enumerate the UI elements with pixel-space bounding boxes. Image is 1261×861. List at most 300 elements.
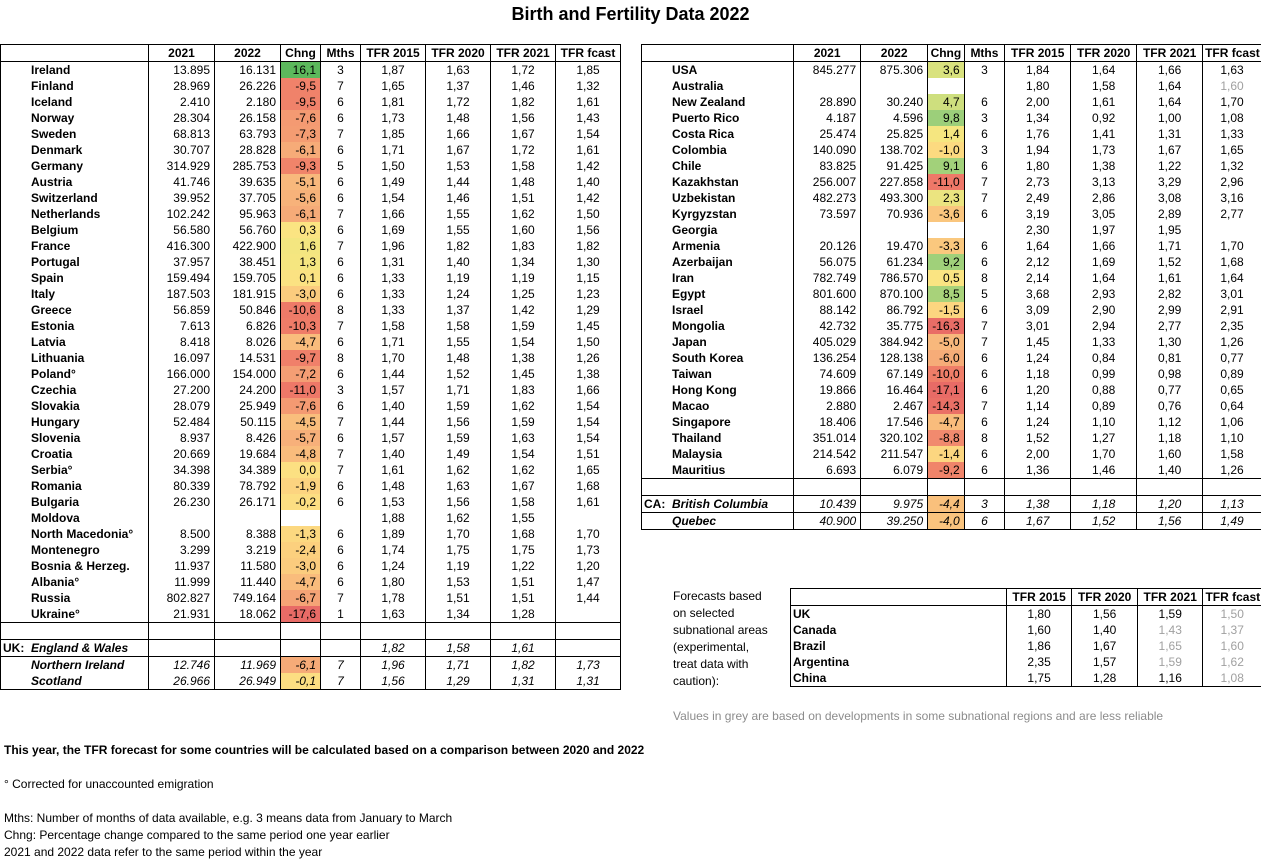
change-percent: 4,7 <box>928 94 965 110</box>
country-name: Armenia <box>642 238 794 254</box>
country-name: Singapore <box>642 414 794 430</box>
births-2021: 39.952 <box>149 190 215 206</box>
column-header: Mths <box>321 45 361 62</box>
change-percent: -3,6 <box>928 206 965 222</box>
empty-cell <box>964 479 1005 496</box>
table-row <box>1 446 621 462</box>
tfr-2020: 1,41 <box>1071 126 1137 142</box>
months-count: 6 <box>321 526 361 542</box>
births-2021: 37.957 <box>149 254 215 270</box>
births-2022 <box>215 640 281 657</box>
births-2021: 28.079 <box>149 398 215 414</box>
tfr-forecast: 3,16 <box>1203 190 1261 206</box>
tfr-2020: 1,53 <box>426 574 491 590</box>
country-name-text: British Columbia <box>672 497 769 511</box>
tfr-2015: 1,57 <box>361 382 426 398</box>
tfr-2015: 1,80 <box>361 574 426 590</box>
tfr-2015: 1,89 <box>361 526 426 542</box>
tfr-2020: 1,52 <box>426 366 491 382</box>
region-name: Brazil <box>791 638 1007 654</box>
tfr-2020: 2,86 <box>1071 190 1137 206</box>
change-percent <box>281 640 321 657</box>
tfr-2021: 1,22 <box>491 558 556 574</box>
births-2021: 416.300 <box>149 238 215 254</box>
months-count: 6 <box>321 334 361 350</box>
tfr-2015: 1,44 <box>361 414 426 430</box>
tfr-2021: 1,28 <box>491 606 556 623</box>
births-2021: 25.474 <box>794 126 861 142</box>
country-name: Macao <box>642 398 794 414</box>
tfr-2021: 1,18 <box>1137 430 1203 446</box>
tfr-2020: 1,53 <box>426 158 491 174</box>
months-count: 3 <box>964 142 1005 158</box>
empty-cell <box>642 479 794 496</box>
births-2022: 128.138 <box>861 350 928 366</box>
tfr-forecast: 1,08 <box>1203 670 1261 687</box>
tfr-value: 1,59 <box>1137 654 1203 670</box>
table-row <box>1 398 621 414</box>
column-header <box>791 589 1007 606</box>
births-2021: 10.439 <box>794 496 861 513</box>
change-percent: -17,6 <box>281 606 321 623</box>
table-row <box>1 62 621 79</box>
change-percent: -6,1 <box>281 206 321 222</box>
births-2022: 67.149 <box>861 366 928 382</box>
months-count: 6 <box>321 222 361 238</box>
births-2022: 38.451 <box>215 254 281 270</box>
column-header: TFR 2020 <box>1072 589 1138 606</box>
change-percent: -7,6 <box>281 110 321 126</box>
change-percent: -9,2 <box>928 462 965 479</box>
table-row <box>1 558 621 574</box>
tfr-2015: 1,40 <box>361 446 426 462</box>
tfr-2021: 0,81 <box>1137 350 1203 366</box>
tfr-2015: 1,84 <box>1005 62 1071 79</box>
tfr-2021: 1,38 <box>491 350 556 366</box>
births-2021: 801.600 <box>794 286 861 302</box>
months-count: 6 <box>321 494 361 510</box>
tfr-2021: 1,75 <box>491 542 556 558</box>
births-2021: 159.494 <box>149 270 215 286</box>
tfr-2021: 0,76 <box>1137 398 1203 414</box>
table-row <box>642 158 1261 174</box>
tfr-2020: 1,55 <box>426 222 491 238</box>
country-name: Lithuania <box>1 350 149 366</box>
births-2021 <box>149 510 215 526</box>
tfr-2021: 1,60 <box>491 222 556 238</box>
tfr-2020: 0,84 <box>1071 350 1137 366</box>
country-name: Slovenia <box>1 430 149 446</box>
births-2021: 802.827 <box>149 590 215 606</box>
tfr-forecast: 1,32 <box>556 78 621 94</box>
country-name: Costa Rica <box>642 126 794 142</box>
forecast-note-line: treat data with <box>673 657 749 671</box>
tfr-value: 1,43 <box>1137 622 1203 638</box>
months-count: 6 <box>964 350 1005 366</box>
country-name: Ukraine° <box>1 606 149 623</box>
change-percent: -2,4 <box>281 542 321 558</box>
tfr-2021: 1,55 <box>491 510 556 526</box>
tfr-value: 1,56 <box>1072 606 1138 623</box>
change-percent <box>281 510 321 526</box>
tfr-value: 1,59 <box>1137 606 1203 623</box>
births-2022: 25.949 <box>215 398 281 414</box>
tfr-2015: 1,80 <box>1005 78 1071 94</box>
births-2021: 7.613 <box>149 318 215 334</box>
table-row <box>1 270 621 286</box>
tfr-2020: 1,44 <box>426 174 491 190</box>
country-name: Italy <box>1 286 149 302</box>
forecast-note <box>673 588 768 690</box>
tfr-forecast: 3,01 <box>1203 286 1261 302</box>
change-percent: -9,7 <box>281 350 321 366</box>
births-2022: 11.580 <box>215 558 281 574</box>
months-count: 7 <box>321 238 361 254</box>
tfr-2020: 1,59 <box>426 430 491 446</box>
tfr-forecast: 2,91 <box>1203 302 1261 318</box>
tfr-forecast: 1,65 <box>556 462 621 478</box>
births-2022: 2.467 <box>861 398 928 414</box>
change-percent: -17,1 <box>928 382 965 398</box>
births-2022: 181.915 <box>215 286 281 302</box>
births-2021: 482.273 <box>794 190 861 206</box>
tfr-2015: 1,58 <box>361 318 426 334</box>
months-count: 1 <box>321 606 361 623</box>
table-row <box>642 126 1261 142</box>
tfr-2020: 1,66 <box>1071 238 1137 254</box>
births-2022: 35.775 <box>861 318 928 334</box>
tfr-forecast: 1,70 <box>1203 238 1261 254</box>
tfr-2015: 1,34 <box>1005 110 1071 126</box>
tfr-forecast: 1,85 <box>556 62 621 79</box>
table-row <box>1 478 621 494</box>
months-count: 5 <box>964 286 1005 302</box>
table-row <box>1 334 621 350</box>
births-2021: 3.299 <box>149 542 215 558</box>
months-count: 6 <box>964 126 1005 142</box>
births-2022: 8.388 <box>215 526 281 542</box>
births-2022: 86.792 <box>861 302 928 318</box>
births-2022 <box>861 222 928 238</box>
tfr-2021: 1,61 <box>491 640 556 657</box>
tfr-2021: 1,25 <box>491 286 556 302</box>
table-row <box>642 222 1261 238</box>
months-count: 6 <box>321 110 361 126</box>
change-percent: -6,7 <box>281 590 321 606</box>
table-row <box>1 174 621 190</box>
table-row <box>791 654 1261 670</box>
tfr-2021: 1,72 <box>491 62 556 79</box>
tfr-2021: 1,64 <box>1137 78 1203 94</box>
country-name: South Korea <box>642 350 794 366</box>
table-row <box>1 494 621 510</box>
tfr-forecast: 1,68 <box>556 478 621 494</box>
tfr-forecast: 1,13 <box>1203 496 1261 513</box>
country-name: Georgia <box>642 222 794 238</box>
tfr-2021: 1,82 <box>491 94 556 110</box>
births-2022: 211.547 <box>861 446 928 462</box>
tfr-2021: 1,56 <box>1137 513 1203 530</box>
country-name: Norway <box>1 110 149 126</box>
column-header: TFR 2021 <box>491 45 556 62</box>
column-header: TFR 2020 <box>426 45 491 62</box>
births-2022: 50.115 <box>215 414 281 430</box>
country-name: Mauritius <box>642 462 794 479</box>
tfr-2015: 1,82 <box>361 640 426 657</box>
tfr-2020: 1,67 <box>426 142 491 158</box>
tfr-2020: 1,27 <box>1071 430 1137 446</box>
months-count: 6 <box>964 254 1005 270</box>
table-row <box>791 606 1261 623</box>
births-2021: 28.890 <box>794 94 861 110</box>
tfr-2020: 1,46 <box>426 190 491 206</box>
table-row <box>642 513 1261 530</box>
country-name <box>642 496 794 513</box>
births-2022: 320.102 <box>861 430 928 446</box>
tfr-2015: 1,70 <box>361 350 426 366</box>
tfr-2021: 3,08 <box>1137 190 1203 206</box>
tfr-2021: 1,66 <box>1137 62 1203 79</box>
forecast-note-line: on selected <box>673 606 735 620</box>
country-name: Australia <box>642 78 794 94</box>
change-percent: 0,0 <box>281 462 321 478</box>
tfr-value: 1,65 <box>1137 638 1203 654</box>
change-percent: -10,0 <box>928 366 965 382</box>
column-header: TFR 2015 <box>1006 589 1072 606</box>
tfr-2020: 1,52 <box>1071 513 1137 530</box>
tfr-2021: 1,40 <box>1137 462 1203 479</box>
table-row <box>1 94 621 110</box>
months-count: 7 <box>321 78 361 94</box>
table-row <box>642 446 1261 462</box>
months-count: 6 <box>321 270 361 286</box>
tfr-forecast: 1,73 <box>556 542 621 558</box>
tfr-2015: 3,19 <box>1005 206 1071 222</box>
tfr-forecast: 1,54 <box>556 430 621 446</box>
change-percent: -6,1 <box>281 142 321 158</box>
births-2021: 80.339 <box>149 478 215 494</box>
change-percent: -1,9 <box>281 478 321 494</box>
births-2021: 73.597 <box>794 206 861 222</box>
tfr-2015: 1,56 <box>361 673 426 690</box>
corrected-note: ° Corrected for unaccounted emigration <box>4 777 214 791</box>
tfr-value: 1,28 <box>1072 670 1138 687</box>
months-count: 5 <box>321 158 361 174</box>
change-percent: -7,6 <box>281 398 321 414</box>
tfr-2020: 1,18 <box>1071 496 1137 513</box>
mths-note: Mths: Number of months of data available, e.g. 3 means data from January to March <box>4 811 453 825</box>
tfr-2021: 1,45 <box>491 366 556 382</box>
tfr-forecast: 2,77 <box>1203 206 1261 222</box>
tfr-2020: 0,89 <box>1071 398 1137 414</box>
births-2022: 6.079 <box>861 462 928 479</box>
change-percent: -1,4 <box>928 446 965 462</box>
births-2021 <box>794 78 861 94</box>
tfr-2020: 1,62 <box>426 510 491 526</box>
tfr-2015: 1,14 <box>1005 398 1071 414</box>
births-2022: 786.570 <box>861 270 928 286</box>
months-count: 6 <box>321 286 361 302</box>
tfr-2015: 1,52 <box>1005 430 1071 446</box>
tfr-forecast: 1,47 <box>556 574 621 590</box>
tfr-forecast: 1,33 <box>1203 126 1261 142</box>
births-2022: 159.705 <box>215 270 281 286</box>
births-2022: 422.900 <box>215 238 281 254</box>
births-2022: 14.531 <box>215 350 281 366</box>
months-count: 6 <box>964 366 1005 382</box>
tfr-2020: 1,24 <box>426 286 491 302</box>
column-header: 2021 <box>794 45 861 62</box>
country-name: Kyrgyzstan <box>642 206 794 222</box>
tfr-2020: 1,59 <box>426 398 491 414</box>
table-row <box>1 657 621 674</box>
table-row <box>791 670 1261 687</box>
births-2021: 56.580 <box>149 222 215 238</box>
country-name: Finland <box>1 78 149 94</box>
table-row <box>642 110 1261 126</box>
tfr-2021: 1,59 <box>491 414 556 430</box>
births-2021: 166.000 <box>149 366 215 382</box>
births-2022: 8.026 <box>215 334 281 350</box>
births-2021 <box>794 222 861 238</box>
country-name: Iran <box>642 270 794 286</box>
empty-cell <box>491 623 556 640</box>
births-2022: 26.226 <box>215 78 281 94</box>
tfr-forecast: 1,15 <box>556 270 621 286</box>
births-2021: 16.097 <box>149 350 215 366</box>
tfr-2015: 1,49 <box>361 174 426 190</box>
country-name: North Macedonia° <box>1 526 149 542</box>
tfr-2020: 1,38 <box>1071 158 1137 174</box>
tfr-2015: 1,66 <box>361 206 426 222</box>
months-count: 3 <box>964 496 1005 513</box>
country-name: Montenegro <box>1 542 149 558</box>
births-2022: 26.949 <box>215 673 281 690</box>
tfr-forecast: 0,65 <box>1203 382 1261 398</box>
header-row <box>642 45 1261 62</box>
births-2022: 19.470 <box>861 238 928 254</box>
months-count: 6 <box>321 190 361 206</box>
births-2022: 39.250 <box>861 513 928 530</box>
table-row <box>642 302 1261 318</box>
tfr-2015: 1,73 <box>361 110 426 126</box>
tfr-forecast: 1,31 <box>556 673 621 690</box>
change-percent: 0,3 <box>281 222 321 238</box>
forecast-note-line: caution): <box>673 674 720 688</box>
births-2021: 11.999 <box>149 574 215 590</box>
tfr-2015: 1,24 <box>1005 414 1071 430</box>
tfr-value: 1,16 <box>1137 670 1203 687</box>
months-count: 6 <box>321 254 361 270</box>
tfr-2021: 1,71 <box>1137 238 1203 254</box>
change-percent: 2,3 <box>928 190 965 206</box>
tfr-2015: 1,74 <box>361 542 426 558</box>
births-2022: 138.702 <box>861 142 928 158</box>
tfr-forecast: 1,60 <box>1203 78 1261 94</box>
tfr-forecast: 1,66 <box>556 382 621 398</box>
change-percent: -5,7 <box>281 430 321 446</box>
country-name: Croatia <box>1 446 149 462</box>
tfr-2020: 1,56 <box>426 494 491 510</box>
births-2021: 56.859 <box>149 302 215 318</box>
tfr-forecast: 2,96 <box>1203 174 1261 190</box>
country-name: Estonia <box>1 318 149 334</box>
table-row <box>1 158 621 174</box>
births-2021: 56.075 <box>794 254 861 270</box>
births-2021: 13.895 <box>149 62 215 79</box>
births-2022: 749.164 <box>215 590 281 606</box>
column-header: TFR 2020 <box>1071 45 1137 62</box>
tfr-forecast: 1,68 <box>1203 254 1261 270</box>
table-row <box>642 206 1261 222</box>
country-name: Serbia° <box>1 462 149 478</box>
country-name: Romania <box>1 478 149 494</box>
births-2021: 20.669 <box>149 446 215 462</box>
column-header: 2022 <box>861 45 928 62</box>
country-name: New Zealand <box>642 94 794 110</box>
change-percent: 1,3 <box>281 254 321 270</box>
tfr-2020: 1,73 <box>1071 142 1137 158</box>
country-name: Northern Ireland <box>1 657 149 674</box>
table-row <box>642 414 1261 430</box>
births-2022: 91.425 <box>861 158 928 174</box>
months-count: 7 <box>321 126 361 142</box>
empty-cell <box>861 479 928 496</box>
empty-cell <box>1005 479 1071 496</box>
births-2022: 95.963 <box>215 206 281 222</box>
spacer-row <box>642 479 1261 496</box>
country-name: Slovakia <box>1 398 149 414</box>
column-header <box>642 45 794 62</box>
empty-cell <box>556 623 621 640</box>
table-row <box>642 254 1261 270</box>
table-row <box>1 254 621 270</box>
tfr-forecast: 1,58 <box>1203 446 1261 462</box>
left-data-table <box>0 44 621 690</box>
tfr-2020: 1,64 <box>1071 270 1137 286</box>
country-name: Puerto Rico <box>642 110 794 126</box>
months-count <box>321 510 361 526</box>
tfr-2021: 1,95 <box>1137 222 1203 238</box>
tfr-2015: 2,00 <box>1005 446 1071 462</box>
months-count: 3 <box>964 62 1005 79</box>
country-name: Austria <box>1 174 149 190</box>
change-percent: -0,2 <box>281 494 321 510</box>
tfr-2021: 1,82 <box>491 657 556 674</box>
tfr-forecast: 1,63 <box>1203 62 1261 79</box>
table-row <box>642 62 1261 79</box>
births-2022: 34.389 <box>215 462 281 478</box>
country-name: Belgium <box>1 222 149 238</box>
tfr-2015: 1,64 <box>1005 238 1071 254</box>
tfr-2015: 1,44 <box>361 366 426 382</box>
births-2022: 4.596 <box>861 110 928 126</box>
tfr-2021: 1,51 <box>491 590 556 606</box>
births-2021: 74.609 <box>794 366 861 382</box>
tfr-2015: 1,31 <box>361 254 426 270</box>
births-2022: 26.158 <box>215 110 281 126</box>
tfr-forecast: 1,20 <box>556 558 621 574</box>
change-percent: -11,0 <box>928 174 965 190</box>
births-2021: 782.749 <box>794 270 861 286</box>
country-name: Denmark <box>1 142 149 158</box>
tfr-2020: 1,46 <box>1071 462 1137 479</box>
tfr-forecast: 1,54 <box>556 126 621 142</box>
births-2021: 8.500 <box>149 526 215 542</box>
tfr-2021: 1,62 <box>491 462 556 478</box>
table-row <box>642 398 1261 414</box>
country-name: Netherlands <box>1 206 149 222</box>
